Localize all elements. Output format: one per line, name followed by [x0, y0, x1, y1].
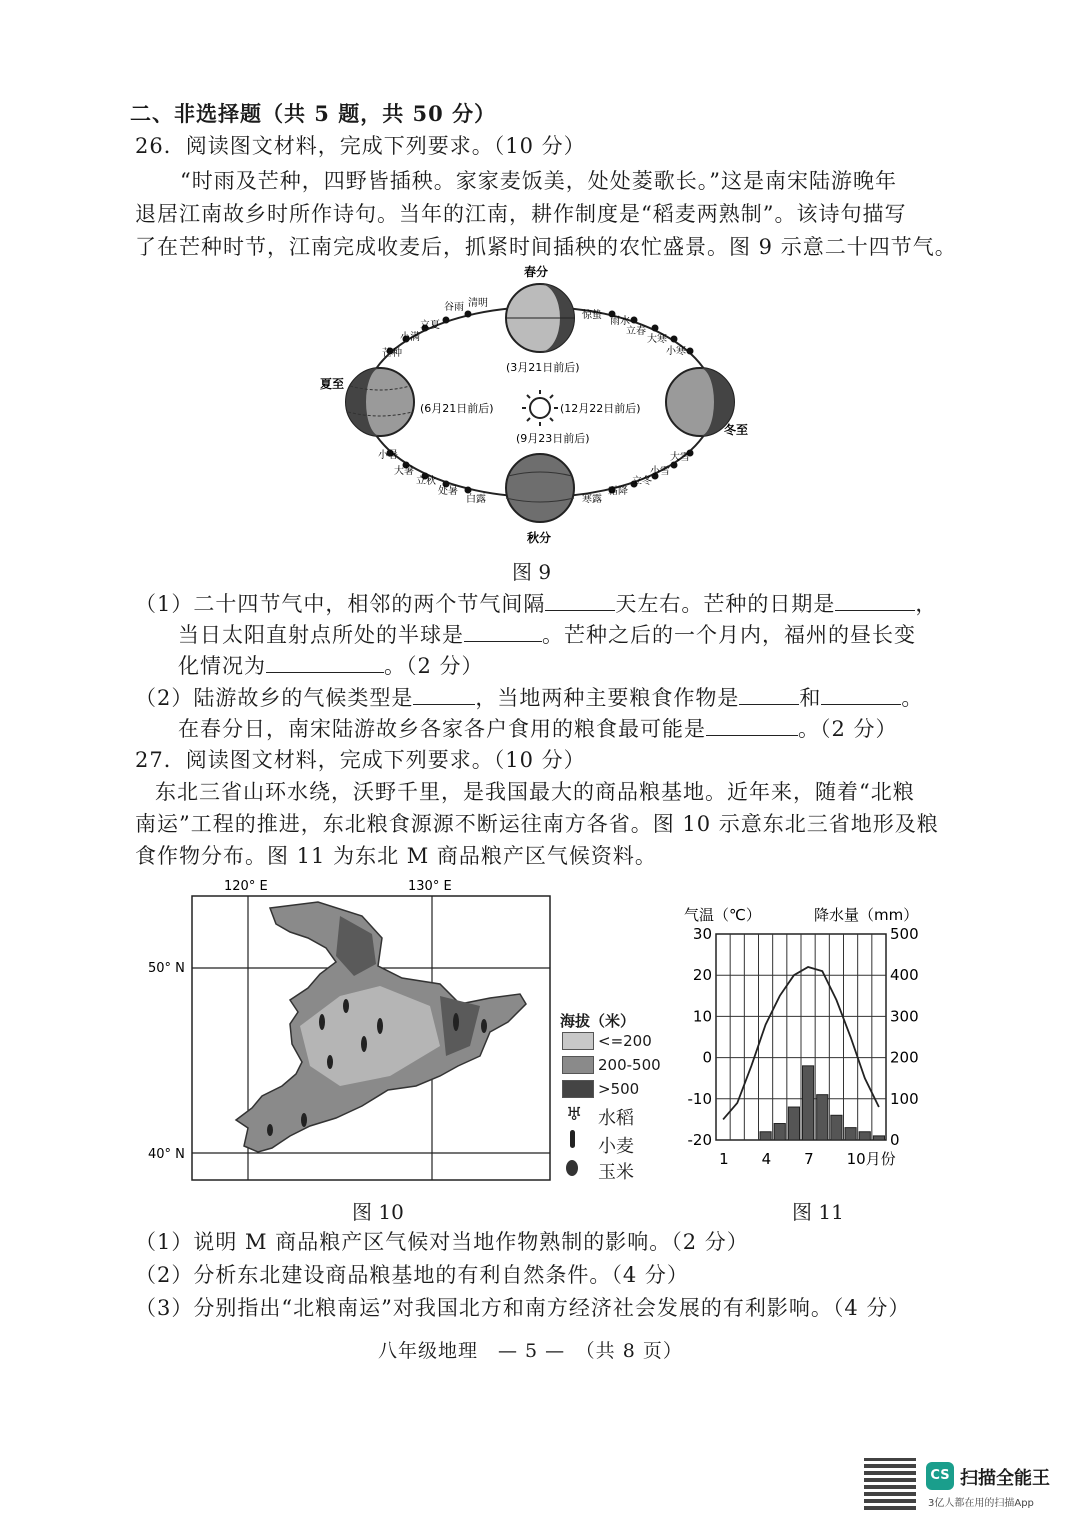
svg-text:大雪: 大雪: [670, 452, 690, 463]
q27-header: 27．阅读图文材料，完成下列要求。（10 分）: [135, 748, 586, 772]
svg-text:谷雨: 谷雨: [444, 302, 464, 313]
date-spring: (3月21日前后): [506, 361, 580, 374]
fig9-caption: 图 9: [512, 560, 552, 584]
q27-sub2: （2）分析东北建设商品粮基地的有利自然条件。（4 分）: [135, 1263, 689, 1287]
svg-text:小满: 小满: [400, 332, 420, 343]
x-tick: 10月份: [846, 1150, 896, 1168]
svg-text:惊蛰: 惊蛰: [582, 310, 602, 321]
y-right-label: 降水量（mm）: [814, 906, 919, 924]
date-summer: (6月21日前后): [420, 402, 494, 415]
y-right-tick: 200: [890, 1048, 919, 1067]
y-right-tick: 500: [890, 925, 919, 943]
precip-bar: [774, 1124, 785, 1140]
svg-text:小雪: 小雪: [650, 466, 670, 477]
q26-header: 26．阅读图文材料，完成下列要求。（10 分）: [135, 134, 586, 158]
x-tick: 1: [719, 1150, 729, 1168]
q27-para-line: 南运”工程的推进，东北粮食源源不断运往南方各省。图 10 示意东北三省地形及粮: [135, 812, 939, 836]
rice-icon: ♅: [566, 1104, 583, 1125]
q26-sub2-line2: 在春分日，南宋陆游故乡各家各户食用的粮食最可能是 。（2 分）: [178, 717, 898, 741]
svg-text:立秋: 立秋: [416, 476, 436, 487]
solar-terms-diagram: [320, 262, 760, 552]
section-title: 二、非选择题（共 5 题，共 50 分）: [130, 101, 497, 126]
climate-chart: [676, 900, 940, 1182]
date-autumn: (9月23日前后): [516, 432, 590, 445]
svg-text:大寒: 大寒: [647, 334, 667, 345]
answer-blank[interactable]: [413, 686, 475, 705]
q27-para-line: 食作物分布。图 11 为东北 M 商品粮产区气候资料。: [135, 844, 657, 868]
q26-sub1-line2: 当日太阳直射点所处的半球是 。芒种之后的一个月内，福州的昼长变: [178, 623, 916, 647]
wheat-icon: [570, 1130, 575, 1148]
legend-title: 海拔（米）: [560, 1012, 636, 1030]
lon-120: 120° E: [224, 879, 268, 894]
legend-mid: 200-500: [598, 1056, 661, 1074]
answer-blank[interactable]: [464, 623, 542, 642]
fig11-caption: 图 11: [792, 1200, 844, 1224]
spring-globe: [506, 284, 574, 352]
legend-high: >500: [598, 1080, 640, 1098]
summer-globe: [346, 368, 414, 436]
svg-text:寒露: 寒露: [582, 494, 602, 505]
legend-swatch-high: [562, 1080, 594, 1098]
y-left-tick: 30: [692, 925, 712, 943]
svg-text:清明: 清明: [468, 298, 488, 309]
precip-bar: [845, 1128, 856, 1140]
legend-corn: 玉米: [598, 1162, 634, 1183]
precip-bar: [788, 1107, 799, 1140]
legend-swatch-low: [562, 1032, 594, 1050]
legend-wheat: 小麦: [598, 1136, 634, 1157]
y-right-tick: 0: [890, 1131, 900, 1149]
answer-blank[interactable]: [545, 592, 615, 611]
svg-text:大暑: 大暑: [394, 466, 414, 477]
x-tick: 4: [761, 1150, 772, 1168]
scanner-logo-icon: CS: [926, 1462, 954, 1490]
svg-text:立春: 立春: [626, 326, 646, 337]
precip-bar: [803, 1066, 814, 1140]
y-left-tick: -10: [687, 1089, 712, 1108]
svg-text:立夏: 立夏: [420, 320, 440, 331]
answer-blank[interactable]: [821, 686, 901, 705]
q27-para-line: 东北三省山环水绕，沃野千里，是我国最大的商品粮基地。近年来，随着“北粮: [155, 780, 915, 804]
lon-130: 130° E: [408, 879, 452, 894]
label-autumn: 秋分: [527, 531, 552, 545]
qr-code-icon: [864, 1458, 916, 1510]
svg-text:白露: 白露: [466, 494, 486, 505]
y-left-tick: 0: [702, 1048, 712, 1067]
answer-blank[interactable]: [706, 717, 798, 736]
corn-icon: [566, 1160, 578, 1176]
x-tick: 7: [804, 1150, 814, 1168]
y-right-tick: 400: [890, 966, 919, 985]
label-winter: 冬至: [724, 423, 749, 437]
page-footer: 八年级地理 — 5 — （共 8 页）: [378, 1340, 683, 1362]
watermark-sub: 3亿人都在用的扫描App: [928, 1498, 1034, 1509]
answer-blank[interactable]: [835, 592, 915, 611]
svg-text:处暑: 处暑: [438, 486, 458, 497]
precip-bar: [859, 1132, 870, 1140]
q26-para-line: “时雨及芒种，四野皆插秧。家家麦饭美，处处菱歌长。”这是南宋陆游晚年: [180, 169, 897, 193]
y-left-tick: 10: [692, 1007, 712, 1026]
label-summer: 夏至: [320, 377, 345, 391]
y-left-label: 气温（℃）: [684, 906, 761, 924]
svg-text:霜降: 霜降: [608, 486, 628, 497]
legend-low: <=200: [598, 1032, 652, 1050]
date-winter: (12月22日前后): [560, 402, 641, 415]
q27-sub1: （1）说明 M 商品粮产区气候对当地作物熟制的影响。（2 分）: [135, 1230, 749, 1254]
q26-sub1-line1: （1）二十四节气中，相邻的两个节气间隔 天左右。芒种的日期是 ，: [135, 592, 938, 616]
svg-text:小暑: 小暑: [378, 450, 398, 461]
lat-40: 40° N: [148, 1147, 185, 1162]
q26-sub2-line1: （2）陆游故乡的气候类型是 ，当地两种主要粮食作物是 和 。: [135, 686, 924, 710]
answer-blank[interactable]: [739, 686, 799, 705]
q27-sub3: （3）分别指出“北粮南运”对我国北方和南方经济社会发展的有利影响。（4 分）: [135, 1296, 911, 1320]
q26-sub1-line3: 化情况为 。（2 分）: [178, 654, 484, 678]
lat-50: 50° N: [148, 961, 185, 976]
svg-text:芒种: 芒种: [382, 348, 402, 359]
y-left-tick: 20: [692, 966, 712, 985]
label-spring: 春分: [524, 265, 549, 279]
q26-para-line: 退居江南故乡时所作诗句。当年的江南，耕作制度是“稻麦两熟制”。该诗句描写: [135, 202, 907, 226]
precip-bar: [831, 1115, 842, 1140]
legend-swatch-mid: [562, 1056, 594, 1074]
legend-rice: 水稻: [598, 1108, 634, 1129]
svg-text:小寒: 小寒: [666, 346, 686, 357]
svg-text:雨水: 雨水: [610, 316, 630, 327]
fig10-caption: 图 10: [352, 1200, 404, 1224]
watermark-brand: 扫描全能王: [960, 1468, 1050, 1489]
y-right-tick: 100: [890, 1089, 919, 1108]
svg-text:立冬: 立冬: [632, 476, 652, 487]
autumn-globe: [506, 454, 574, 522]
q26-para-line: 了在芒种时节，江南完成收麦后，抓紧时间插秧的农忙盛景。图 9 示意二十四节气。: [135, 235, 957, 259]
y-right-tick: 300: [890, 1007, 919, 1026]
sun-icon: [522, 390, 558, 426]
precip-bar: [873, 1136, 884, 1140]
precip-bar: [817, 1095, 828, 1140]
y-left-tick: -20: [687, 1131, 712, 1149]
precip-bar: [760, 1132, 771, 1140]
answer-blank[interactable]: [266, 654, 384, 673]
